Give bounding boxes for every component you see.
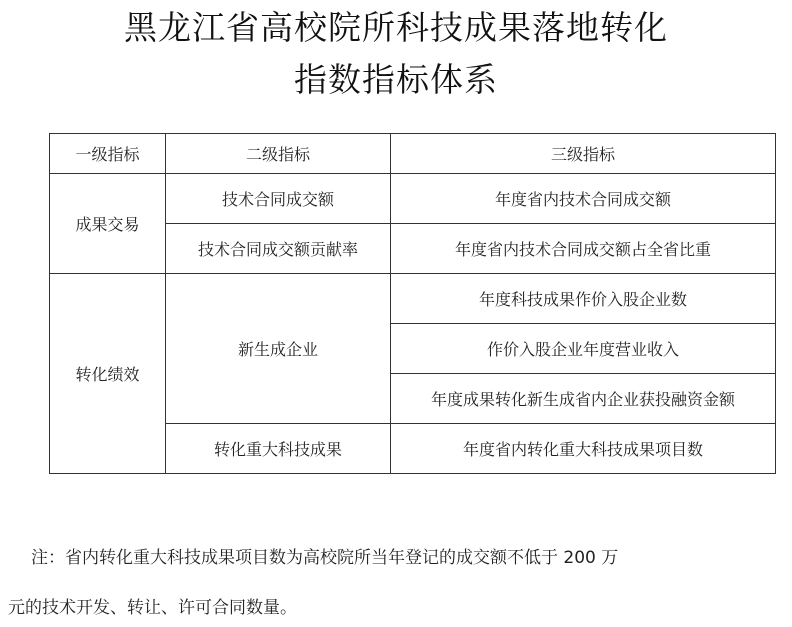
level1-cell: 转化绩效: [50, 274, 166, 474]
table-header-row: [50, 134, 776, 174]
level2-cell: 技术合同成交额贡献率: [166, 224, 391, 274]
indicator-table: [49, 133, 776, 474]
header-level3: 三级指标: [391, 134, 776, 174]
footnote-line2: 元的技术开发、转让、许可合同数量。: [8, 598, 297, 618]
table-row: [50, 274, 776, 324]
level3-cell: 年度科技成果作价入股企业数: [391, 274, 776, 324]
footnote-line1: 注：省内转化重大科技成果项目数为高校院所当年登记的成交额不低于 200 万: [31, 548, 619, 568]
page-title: 黑龙江省高校院所科技成果落地转化: [124, 8, 668, 47]
level3-cell: 年度成果转化新生成省内企业获投融资金额: [391, 374, 776, 424]
level3-cell: 作价入股企业年度营业收入: [391, 324, 776, 374]
page-subtitle: 指数指标体系: [294, 60, 498, 99]
level2-cell: 技术合同成交额: [166, 174, 391, 224]
level3-cell: 年度省内转化重大科技成果项目数: [391, 424, 776, 474]
level3-cell: 年度省内技术合同成交额: [391, 174, 776, 224]
level2-cell: 转化重大科技成果: [166, 424, 391, 474]
level3-cell: 年度省内技术合同成交额占全省比重: [391, 224, 776, 274]
level2-cell: 新生成企业: [166, 274, 391, 424]
header-level1: 一级指标: [50, 134, 166, 174]
level1-cell: 成果交易: [50, 174, 166, 274]
table-row: [50, 174, 776, 224]
header-level2: 二级指标: [166, 134, 391, 174]
